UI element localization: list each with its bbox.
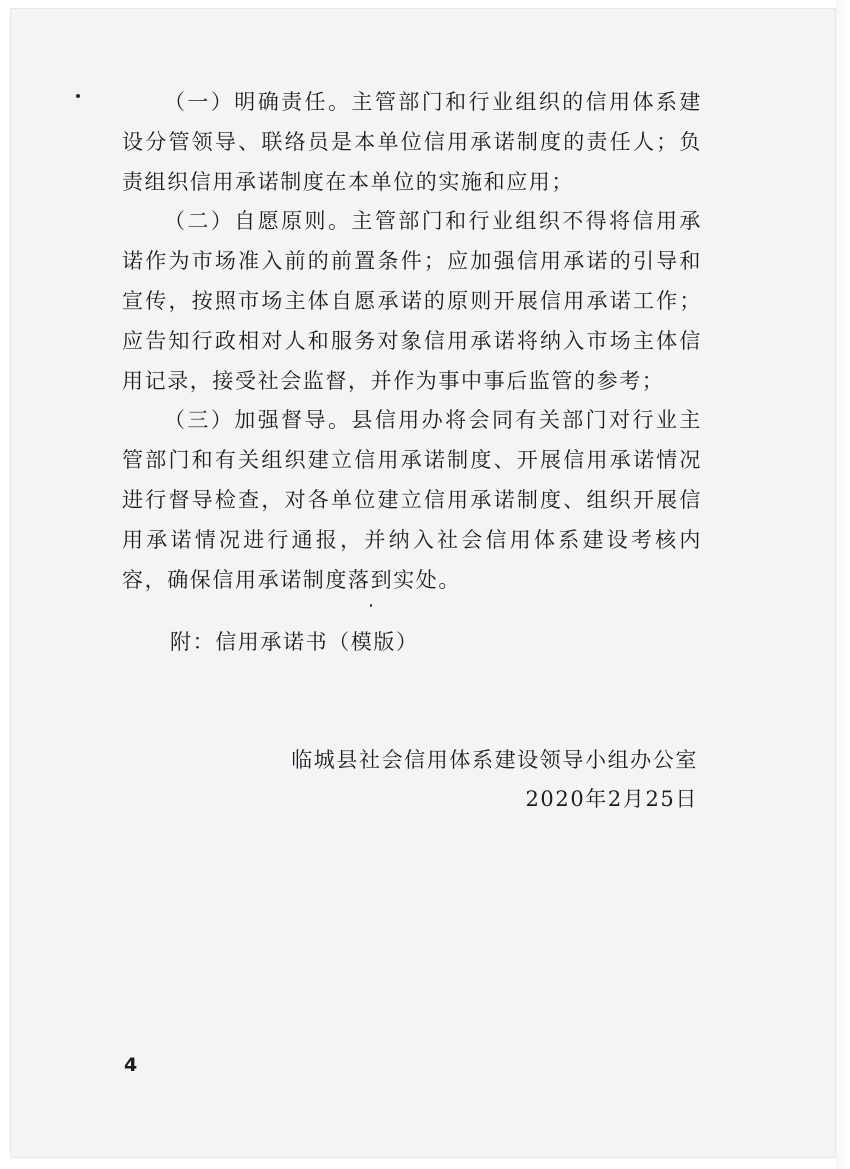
body-text	[122, 83, 702, 600]
page-edge	[836, 0, 850, 1169]
signature-organization: 临城县社会信用体系建设领导小组办公室	[291, 748, 698, 772]
attachment-note: 附：信用承诺书（模版）	[170, 630, 419, 654]
paragraph-voluntary: （二）自愿原则。主管部门和行业组织不得将信用承诺作为市场准入前的前置条件；应加强信用承诺的引导和宣传，按照市场主体自愿承诺的原则开展信用承诺工作；应告知行政相对人和服务对象信用承诺将纳入市场主体信用记录，接受社会监督，并作为事中事后监管的参考；	[122, 209, 702, 393]
scan-speck	[370, 604, 372, 607]
page-number: 4	[124, 1054, 138, 1076]
scan-speck	[76, 94, 80, 98]
signature-date: 2020年2月25日	[525, 787, 698, 811]
paragraph-responsibility: （一）明确责任。主管部门和行业组织的信用体系建设分管领导、联络员是本单位信用承诺制度的责任人；负责组织信用承诺制度在本单位的实施和应用；	[122, 90, 702, 194]
paragraph-supervision: （三）加强督导。县信用办将会同有关部门对行业主管部门和有关组织建立信用承诺制度、开展信用承诺情况进行督导检查，对各单位建立信用承诺制度、组织开展信用承诺情况进行通报，并纳入社会信用体系建设考核内容，确保信用承诺制度落到实处。	[122, 408, 702, 592]
